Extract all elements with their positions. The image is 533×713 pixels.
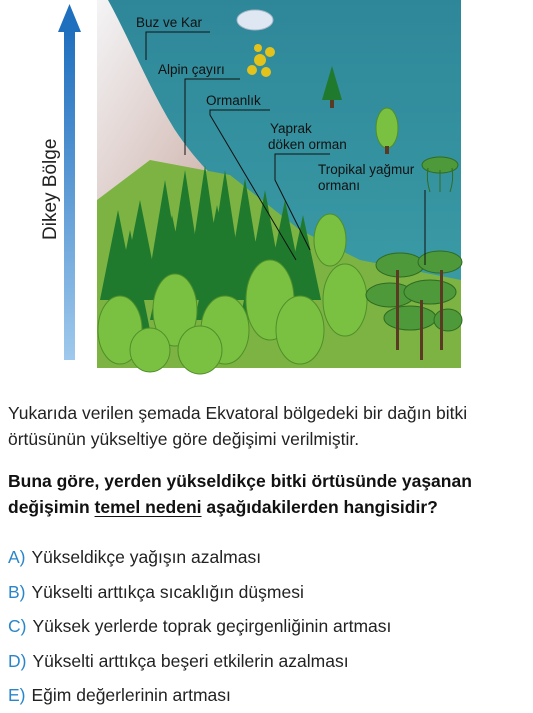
option-e[interactable]	[8, 678, 528, 713]
label-snow: Buz ve Kar	[136, 15, 203, 30]
option-letter: B)	[8, 581, 26, 602]
answer-options	[8, 540, 528, 713]
label-deciduous-line2: döken orman	[268, 137, 347, 152]
question-underlined: temel nedeni	[94, 497, 202, 517]
option-letter: E)	[8, 685, 26, 705]
label-tropical-line1: Tropikal yağmur	[318, 162, 415, 177]
question-text	[8, 468, 528, 520]
option-b[interactable]	[8, 575, 528, 610]
question-part2: aşağıdakilerden hangisidir?	[201, 497, 438, 517]
label-deciduous-line1: Yaprak	[270, 121, 312, 136]
option-d[interactable]	[8, 644, 528, 679]
option-letter: D)	[8, 650, 27, 671]
label-alpine: Alpin çayırı	[158, 62, 225, 77]
label-forest: Ormanlık	[206, 93, 261, 108]
option-letter: C)	[8, 616, 27, 636]
label-tropical-line2: ormanı	[318, 178, 361, 193]
option-letter: A)	[8, 547, 26, 567]
axis-label-vertical-zone: Dikey Bölge	[40, 138, 61, 240]
elevation-arrow	[58, 4, 81, 360]
option-c[interactable]	[8, 609, 528, 644]
option-text: Eğim değerlerinin artması	[31, 685, 231, 705]
question-part1: Buna göre, yerden yükseldikçe bitki örtüsünde yaşanan değişimin	[8, 471, 472, 517]
option-text: Yükseldikçe yağışın azalması	[31, 547, 262, 567]
option-text: Yükselti arttıkça beşeri etkilerin azalması	[32, 650, 349, 671]
cloud-snow-icon	[237, 10, 273, 30]
option-text: Yüksek yerlerde toprak geçirgenliğinin artması	[32, 616, 392, 636]
option-a[interactable]	[8, 540, 528, 575]
intro-text: Yukarıda verilen şemada Ekvatoral bölgedeki bir dağın bitki örtüsünün yükseltiye göre değişimi verilmiştir.	[8, 403, 468, 449]
option-text: Yükselti arttıkça sıcaklığın düşmesi	[31, 581, 304, 602]
